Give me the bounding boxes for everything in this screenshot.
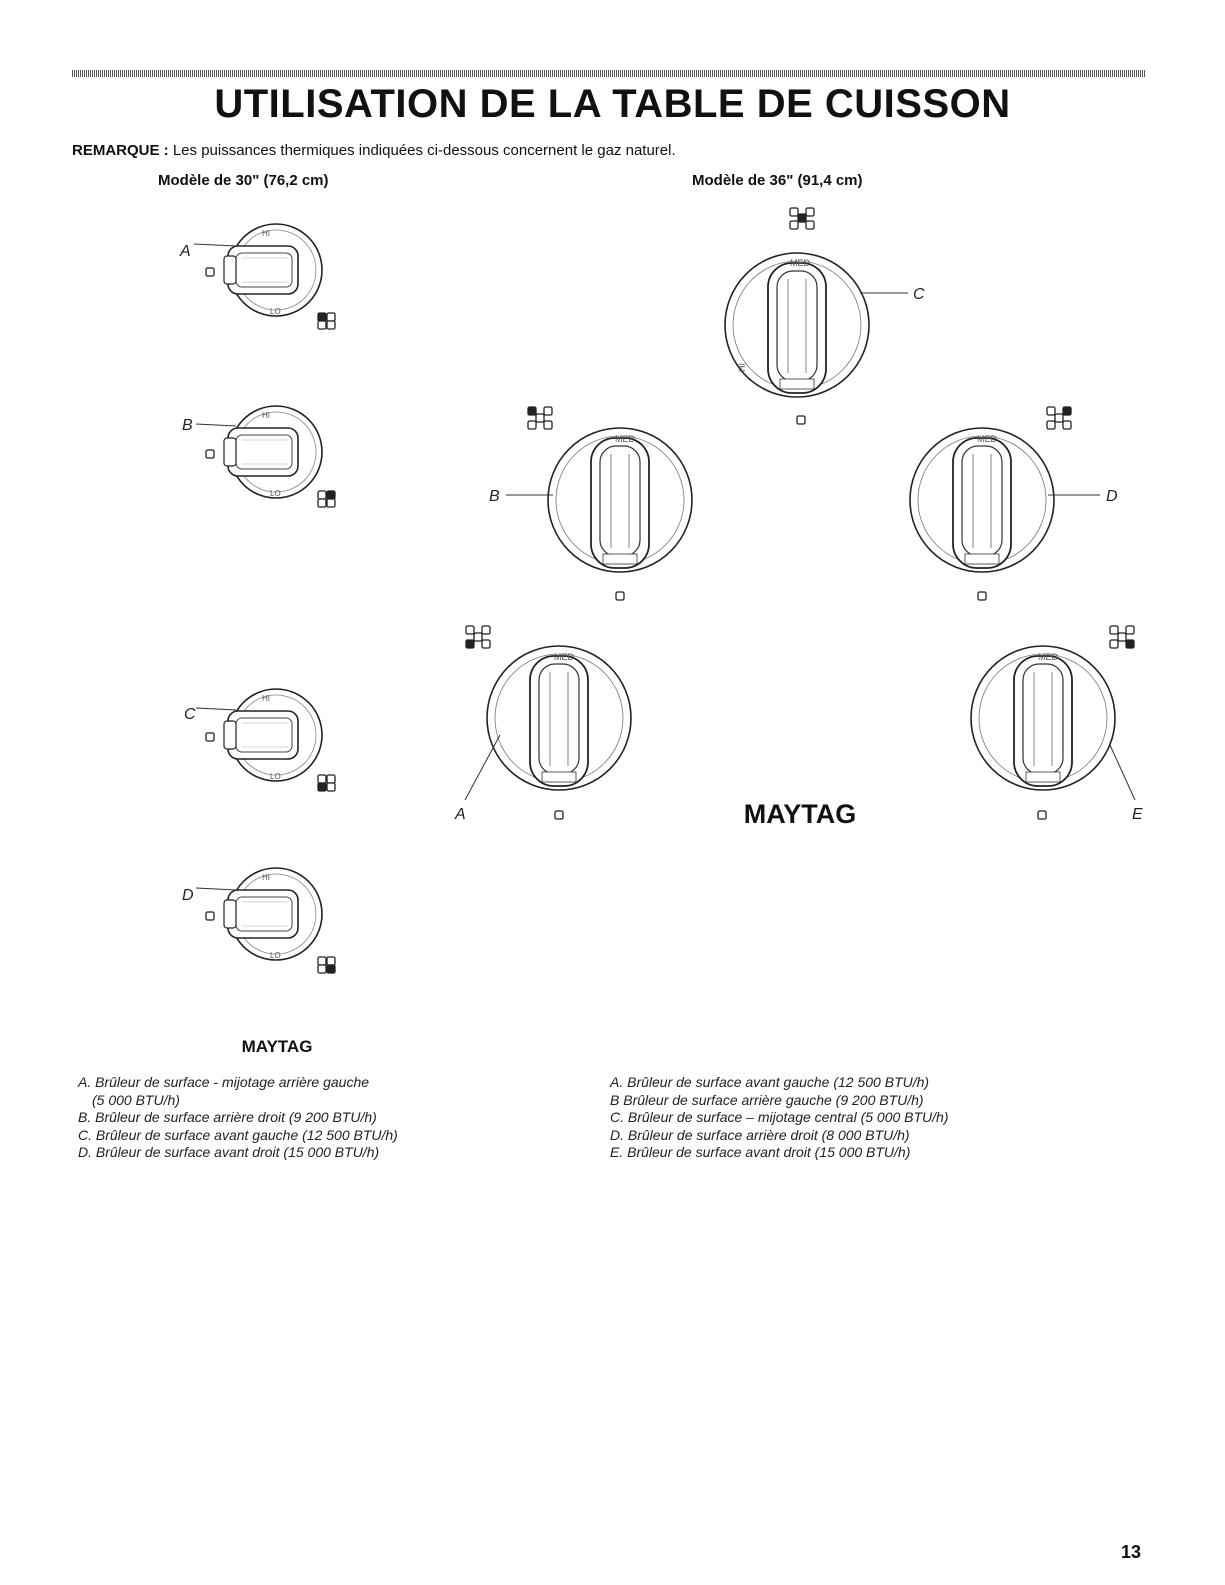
- model-36-knob-e: [971, 626, 1143, 823]
- burner-position-icon: [1110, 626, 1134, 648]
- single-burner-icon: [978, 592, 986, 600]
- single-burner-icon: [206, 268, 214, 276]
- single-burner-icon: [797, 416, 805, 424]
- model-36-title: Modèle de 36" (91,4 cm): [692, 172, 863, 189]
- model-36-letter-e: E: [1132, 806, 1143, 823]
- model-36-letter-a: A: [455, 806, 466, 823]
- knob-hi-label: HI: [262, 411, 270, 420]
- burner-position-icon: [318, 775, 335, 791]
- legend-item: (5 000 BTU/h): [92, 1091, 180, 1108]
- model-30-brand-logo: MAYTAG: [241, 1037, 313, 1056]
- burner-position-icon: [318, 313, 335, 329]
- legend-item: A. Brûleur de surface avant gauche (12 500 BTU/h): [610, 1074, 930, 1090]
- model-30-knob-a: [179, 224, 335, 329]
- legend-item: B. Brûleur de surface arrière droit (9 200 BTU/h): [78, 1109, 377, 1125]
- knob-lo-label: LO: [270, 951, 281, 960]
- page-number: 13: [1120, 1542, 1141, 1562]
- model-30-legend: [78, 1074, 398, 1162]
- model-36-knob-a: [454, 626, 631, 823]
- page-title: UTILISATION DE LA TABLE DE CUISSON: [214, 82, 1011, 126]
- knob-lo-label: LO: [270, 772, 281, 781]
- remark-label: REMARQUE :: [72, 142, 169, 159]
- burner-position-icon: [466, 626, 490, 648]
- model-30-knob-b: [182, 406, 335, 507]
- knob-med-label: MED: [554, 652, 574, 662]
- model-30-title: Modèle de 30" (76,2 cm): [158, 172, 329, 189]
- knob-med-label: MED: [790, 258, 810, 268]
- single-burner-icon: [206, 912, 214, 920]
- remark-text: Les puissances thermiques indiquées ci-dessous concernent le gaz naturel.: [172, 142, 676, 159]
- knob-med-label: MED: [1038, 652, 1058, 662]
- model-30-letter-c: C: [184, 706, 196, 723]
- model-36-letter-d: D: [1106, 488, 1118, 505]
- burner-position-icon: [318, 957, 335, 973]
- model-36-knob-d: [910, 407, 1118, 600]
- burner-position-icon: [790, 208, 814, 229]
- model-36-letter-c: C: [913, 286, 925, 303]
- model-36-legend: [610, 1074, 949, 1162]
- knob-med-label: MED: [615, 434, 635, 444]
- burner-position-icon: [528, 407, 552, 429]
- model-30-knob-d: [182, 868, 335, 973]
- legend-item: A. Brûleur de surface - mijotage arrière gauche: [78, 1074, 370, 1090]
- knob-lo-label: LO: [270, 307, 281, 316]
- legend-item: C. Brûleur de surface avant gauche (12 500 BTU/h): [78, 1126, 398, 1143]
- knob-hi-label: HI: [262, 229, 270, 238]
- single-burner-icon: [1038, 811, 1046, 819]
- model-36-knob-b: [489, 407, 692, 600]
- single-burner-icon: [206, 450, 214, 458]
- single-burner-icon: [555, 811, 563, 819]
- legend-item: E. Brûleur de surface avant droit (15 000 BTU/h): [610, 1144, 911, 1160]
- knob-hi-label: HI: [262, 873, 270, 882]
- single-burner-icon: [206, 733, 214, 741]
- model-30-letter-d: D: [182, 887, 194, 904]
- knob-lo-label: LO: [270, 489, 281, 498]
- legend-item: B Brûleur de surface arrière gauche (9 200 BTU/h): [610, 1091, 924, 1108]
- model-36-knob-c: [725, 208, 925, 424]
- burner-position-icon: [318, 491, 335, 507]
- model-30-knob-c: [184, 689, 335, 791]
- knob-hi-label: HI: [262, 694, 270, 703]
- model-36-brand-logo: MAYTAG: [743, 799, 857, 829]
- knob-med-label: MED: [977, 434, 997, 444]
- model-30-letter-b: B: [182, 417, 193, 434]
- model-30-letter-a: A: [180, 243, 191, 260]
- legend-item: C. Brûleur de surface – mijotage central (5 000 BTU/h): [610, 1109, 949, 1125]
- legend-item: D. Brûleur de surface avant droit (15 000 BTU/h): [78, 1144, 380, 1160]
- single-burner-icon: [616, 592, 624, 600]
- knob-hi-label: HI: [737, 363, 747, 372]
- model-36-letter-b: B: [489, 488, 500, 505]
- burner-position-icon: [1047, 407, 1071, 429]
- legend-item: D. Brûleur de surface arrière droit (8 000 BTU/h): [610, 1126, 910, 1143]
